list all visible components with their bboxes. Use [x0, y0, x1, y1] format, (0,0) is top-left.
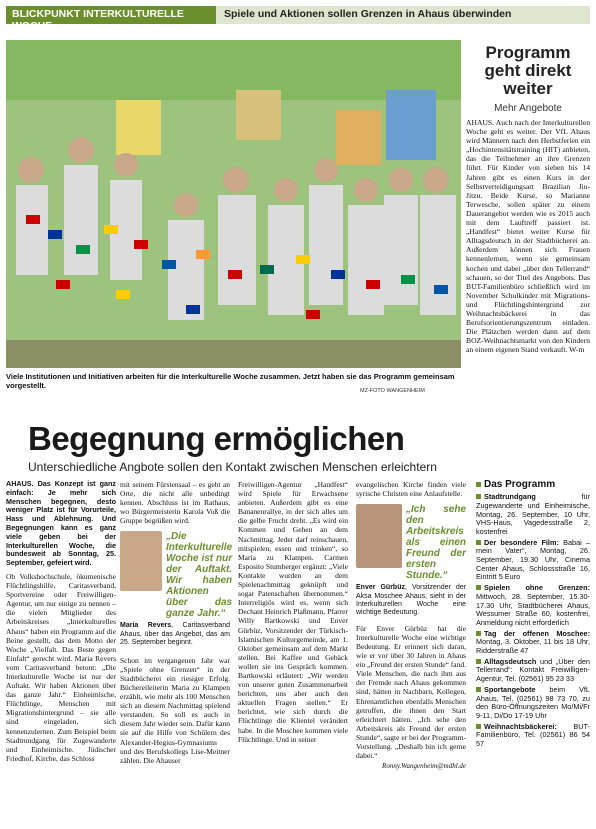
quote-role-1: , Caritasverband Ahaus, über das Angebot, das am 25. September beginnt. — [120, 622, 230, 647]
program-item — [476, 493, 590, 537]
program-item-name: Spielen ohne Grenzen: — [484, 583, 590, 593]
sidebar-subtitle: Mehr Angebote — [494, 103, 562, 114]
bullet-square-icon — [476, 540, 481, 545]
column-3-text: Freiwilligen-Agentur „Handfest“ wird Spiele für Erwachsene anbieten. Außerdem gibt es eine Bananenrallye, in der sich alles um die gelbe Frucht dreht. „Es wird ein Kommen und Gehen an dem Nachmittag. Jeder darf reinschauen, mitspielen, essen und trinken“, so Maria zu Klampen. Carmen Esposito Stumberger ergänzt: „Viele Kontakte wurden an dem Spielenachmittag geknüpft und sogar Patenschaften übernommen.“ Interreligiös wird es, wenn sich Dechant Heinrich Plaßmann, Pfarrer Willy Bartkowski und Enver Gürbüz, Vorsitzender der Türkisch-Islamischen Kulturgemeinde, am 1. Oktober gemeinsam auf dem Markt stellen. Bei Kaffee und Gebäck wollen sie ins Gespräch kommen. Bartkowski erläutert: „Wir werden von unserer guten Zusammenarbeit berichten, uns aber auch den aktuellen Fragen stellen.“ Er berichtet, wie sich durch die Flüchtlinge die Klientel verändert habe. In die Moschee kommen viele Flüchtlinge. Und in seiner — [238, 480, 348, 744]
program-item — [476, 686, 590, 721]
quote-attribution-2 — [356, 584, 466, 618]
program-item — [476, 658, 590, 684]
program-item-name: Weihnachtsbäckerei: — [484, 721, 557, 731]
section-label: BLICKPUNKT INTERKULTURELLE WOCHE — [6, 6, 216, 24]
program-title — [476, 480, 590, 489]
article-lead: AHAUS. Das Konzept ist ganz einfach: Je mehr sich Menschen begegnen, desto weniger Platz ist für Vorurteile, Hass und Ablehnung. Und Begegnungen kann es ganz viele geben bei der Interkulturellen Woche, die bundesweit ab Sonntag, 25. September, gefeiert wird. — [6, 479, 116, 568]
program-item — [476, 630, 590, 656]
column-4-top-text: evangelischen Kirche finden viele syrische Christen eine Anlaufstelle. — [356, 480, 466, 499]
article-subheadline: Unterschiedliche Angbote sollen den Kontakt zwischen Menschen erleichtern — [28, 460, 437, 474]
sidebar-body — [466, 118, 590, 354]
program-item — [476, 723, 590, 749]
column-4-text: Für Enver Gürbüz hat die Interkulturelle Woche eine wichtige Bedeutung. Er erinnert sich daran, wie er vor über 30 Jahren in Ahaus ein „Freund der ersten Stunde“ fand. Viele Menschen, die nach ihm aus der Fremde nach Ahaus gekommen sind, hätten in Nachbarn, Kollegen, Ehrenamtlichen ebenfalls Menschen getroffen, die ihnen den Start erleichtert hätten. „Ich sehe den Arbeitskreis als Freund der ersten Stunde“, sagte er bei der Programm-Vorstellung. „Deshalb bin ich gerne dabei.“ — [356, 623, 466, 761]
program-item — [476, 584, 590, 628]
photo-credit: MZ-FOTO WANGENHEIM — [360, 388, 425, 394]
program-item — [476, 539, 590, 583]
bullet-square-icon — [476, 494, 481, 499]
section-header — [6, 6, 590, 32]
bullet-square-icon — [476, 585, 481, 590]
portrait-enver-guerbuez — [356, 504, 402, 568]
sidebar-title: Programm geht direkt weiter — [484, 43, 572, 98]
article-headline: Begegnung ermöglichen — [28, 420, 405, 457]
program-title-text: Das Programm — [484, 479, 556, 490]
author-email: Ronny.Wangenheim@mdhl.de — [382, 762, 466, 771]
program-item-text: Mittwoch, 28. September, 15.30-17.30 Uhr, Stadtbücherei Ahaus, Wessumer Straße 60, kostenfrei, Anmeldung nicht erforderlich — [476, 591, 590, 627]
quote-attribution-1 — [120, 622, 230, 647]
section-topic: Spiele und Aktionen sollen Grenzen in Ahaus überwinden — [216, 6, 590, 24]
program-item-text: für Zugewanderte und Einheimische, Montag, 26. September, 10 Uhr, VHS-Haus, Vagedesstraße 2, kostenfrei — [476, 492, 590, 536]
article-column-4 — [356, 480, 466, 771]
quote-enver-guerbuez: „Ich sehe den Arbeitskreis als einen Freund der ersten Stunde.“ — [406, 504, 466, 582]
program-item-name: Alltagsdeutsch — [484, 656, 537, 666]
program-item-text: BUT-Familienbüro, Tel. (02561) 86 54 57 — [476, 721, 590, 749]
quote-name-2: Enver Gürbüz — [356, 584, 405, 592]
photo-caption: Viele Institutionen und Initiativen arbeiten für die Interkulturelle Woche zusammen. Jetzt haben sie das Programm gemeinsam vorgestellt. — [6, 372, 455, 390]
group-photo-illustration — [6, 40, 461, 368]
quote-maria-revers: „Die Interkulturelle Woche ist nur der Auftakt. Wir haben Aktionen über das ganze Jahr.“ — [166, 531, 233, 620]
program-item-name: Sportangebote — [484, 684, 536, 694]
program-item-name: Stadtrundgang — [484, 492, 536, 502]
group-photo — [6, 40, 461, 368]
portrait-maria-revers — [120, 531, 162, 591]
column-1-text: Ob Volkshochschule, ökumenische Flüchtlingshilfe, Caritasverband, Sportvereine oder Freiwilligen-Agentur, um nur einige zu nennen – die vielen Mitglieder des Arbeitskreises „Interkulturelles Ahaus“ haben ein Programm auf die Beine gestellt, das dem Motto der Woche „Vielfalt. Das Beste gegen Einfalt“ gerecht wird. Maria Revers vom Caritasverband betont: „Die Interkulturelle Woche ist nur der Auftakt. Wir haben Aktionen über das ganze Jahr.“ Einheimische, Flüchtlinge, Menschen mit Migrationshintergrund – sie alle sind eingeladen, sich kennenzulernen. Zum Beispiel beim Stadtrundgang für Zugewanderte und Einheimische. Jüdischer Friedhof, Kirche, das Schloss — [6, 571, 116, 763]
program-item-text: Babai – mein Vater“, Montag, 26. September, 19.30 Uhr, Cinema Center Ahaus, Schlossstraße 16, Eintritt 5 Euro — [476, 537, 590, 582]
program-item-text: Montag, 3. Oktober, 11 bis 18 Uhr, Ridderstraße 47 — [476, 637, 590, 656]
bullet-square-icon — [476, 631, 481, 636]
program-list — [476, 493, 590, 749]
bullet-square-icon — [476, 482, 481, 487]
column-2-text: Schon im vergangenen Jahr war „Spiele ohne Grenzen“ in der Stadtbücherei ein riesiger Erfolg. Büchereileiterin Maria zu Klampen erzählt, wie mehr als 100 Menschen sich an diesem Nachmittag spielend verstanden. So soll es auch in diesem Jahr wieder sein. Dafür kann sie auf die Hilfe von Schülern des Alexander-Hegius-Gymnasiums und des Berufskollegs Lise-Meitner zählen. Die Ahauser — [120, 655, 230, 765]
bullet-square-icon — [476, 659, 481, 664]
column-2-top-text: mit seinem Fürstensaal – es geht an Orte, die nicht alle unbedingt kennen. Abschluss ist im Rathaus, wo Bürgermeisterin Karola Voß die Gruppe begrüßen wird. — [120, 480, 230, 526]
article-column-3 — [238, 480, 348, 744]
quote-box-2 — [356, 504, 466, 581]
bullet-square-icon — [476, 687, 481, 692]
program-item-name: Tag der offenen Moschee: — [484, 628, 590, 638]
program-box — [476, 480, 590, 751]
quote-role-2: , Vorsitzender der Aksa Moschee Ahaus, sieht in der Interkulturellen Woche eine wichtige Bedeutung. — [356, 584, 466, 617]
program-item-text: beim VfL Ahaus, Tel. (02561) 98 73 70, zu den Büro-Öffnungszeiten Mo/Mi/Fr 9-11, Di/Do 17-19 Uhr — [476, 684, 590, 720]
quote-name-1: Maria Revers — [120, 622, 172, 630]
article-column-1 — [6, 480, 116, 763]
article-column-2 — [120, 480, 233, 765]
sidebar-text: AHAUS. Auch nach der Interkulturellen Woche geht es weiter. Der VfL Ahaus wird Männern nach den Herbstferien ein „Hochintensitätstraining (HIT) anbieten, das die Teilnehmer an ihre Grenzen führt. Für Kinder von sieben bis 14 Jahren gibt es einen Kurs in der Selbstverteidigungsart Brazilian Jiu-Jitzu. Beide Kurse, so Marianne Terwesche, sollen später zu einem Dauerangebot werden wie es 2015 auch mit dem Lauftreff passiert ist. „Handfest“ bietet weiter Kurse für Alltagsdeutsch in der Stadtbücherei an. Außerdem können sich Frauen kennenlernen, wenn sie gemeinsam kochen und dabei „über den Tellerrand“ schauen, so der Titel des Angebots. Das BUT-Familienbüro schließlich wird im November Schulkinder mit Migrations- und Flüchtlingshintergrund zur Weihnachtsbäckerei in das Berufsorientierungszentrum einladen. Die Plätzchen werden dann auf dem BOZ-Weihnachtsmarkt von den Kindern an einem eigenen Stand verkauft. W-m — [466, 118, 590, 355]
program-item-name: Der besondere Film: — [484, 537, 559, 547]
bullet-square-icon — [476, 724, 481, 729]
program-item-text: und „Über den Tellerrand“: Kontakt Freiwilligen-Agentur, Tel. (02561) 95 23 33 — [476, 656, 590, 684]
quote-box-1 — [120, 531, 233, 620]
